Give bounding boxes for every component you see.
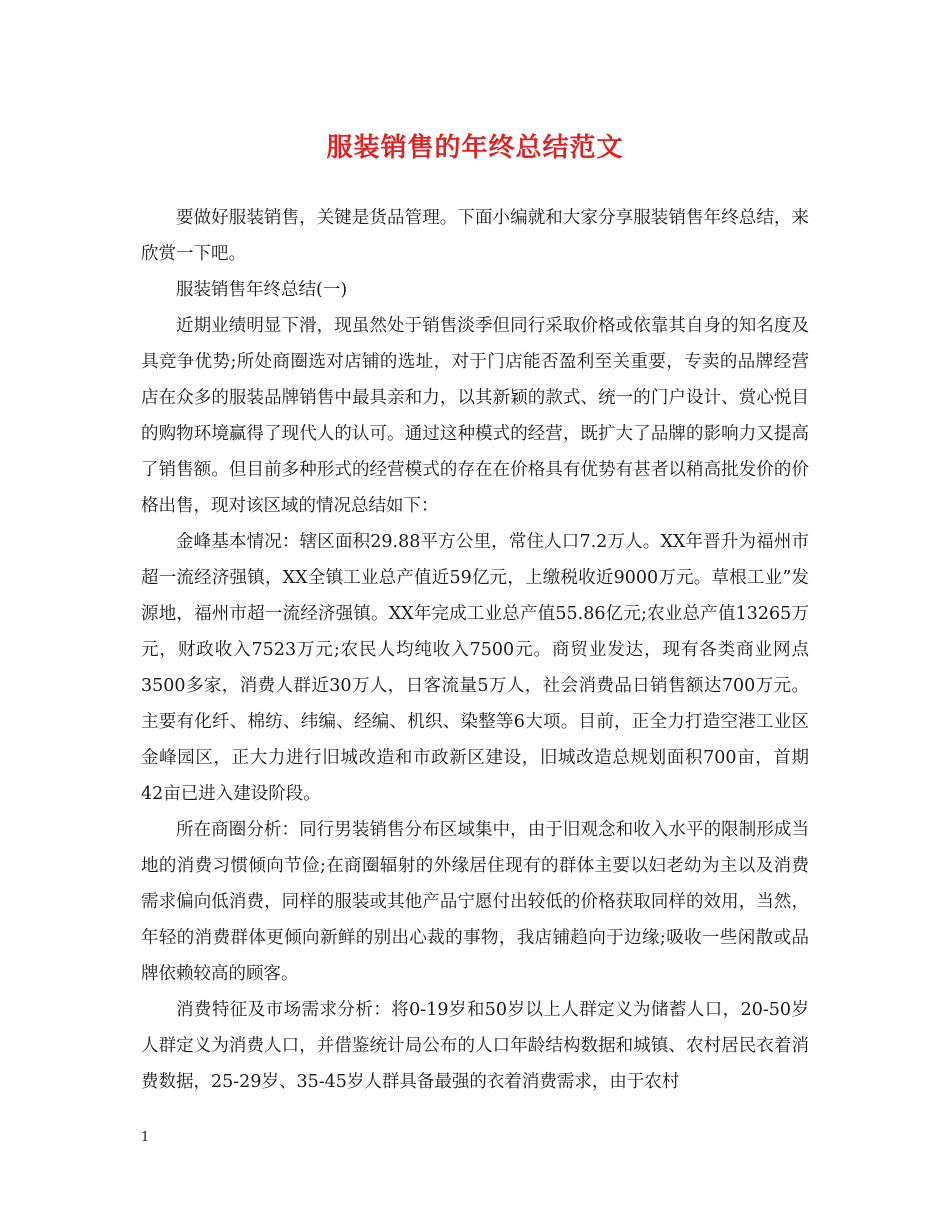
document-body bbox=[141, 200, 809, 1100]
body-paragraph: 所在商圈分析：同行男装销售分布区域集中，由于旧观念和收入水平的限制形成当地的消费习惯倾向节俭;在商圈辐射的外缘居住现有的群体主要以妇老幼为主以及消费需求偏向低消费，同样的服装或其他产品宁愿付出较低的价格获取同样的效用，当然，年轻的消费群体更倾向新鲜的别出心裁的事物，我店铺趋向于边缘;吸收一些闲散或品牌依赖较高的顾客。 bbox=[141, 820, 809, 984]
document-title: 服装销售的年终总结范文 bbox=[326, 133, 624, 163]
body-paragraph: 金峰基本情况：辖区面积29.88平方公里，常住人口7.2万人。XX年晋升为福州市超一流经济强镇，XX全镇工业总产值近59亿元，上缴税收近9000万元。草根工业”发源地，福州市超一流经济强镇。XX年完成工业总产值55.86亿元;农业总产值13265万元，财政收入7523万元;农民人均纯收入7500元。商贸业发达，现有各类商业网点3500多家，消费人群近30万人，日客流量5万人，社会消费品日销售额达700万元。主要有化纤、棉纺、纬编、经编、机织、染整等6大项。目前，正全力打造空港工业区金峰园区，正大力进行旧城改造和市政新区建设，旧城改造总规划面积700亩，首期42亩已进入建设阶段。 bbox=[141, 532, 809, 804]
body-paragraph: 近期业绩明显下滑，现虽然处于销售淡季但同行采取价格或依靠其自身的知名度及具竞争优势;所处商圈选对店铺的选址，对于门店能否盈利至关重要，专卖的品牌经营店在众多的服装品牌销售中最具亲和力，以其新颖的款式、统一的门户设计、赏心悦目的购物环境赢得了现代人的认可。通过这种模式的经营，既扩大了品牌的影响力又提高了销售额。但目前多种形式的经营模式的存在在价格具有优势有甚者以稍高批发价的价格出售，现对该区域的情况总结如下： bbox=[141, 316, 809, 516]
section-heading: 服装销售年终总结(一) bbox=[176, 280, 348, 300]
body-paragraph: 消费特征及市场需求分析：将0-19岁和50岁以上人群定义为储蓄人口，20-50岁人群定义为消费人口，并借鉴统计局公布的人口年龄结构数据和城镇、农村居民衣着消费数据，25-29岁、35-45岁人群具备最强的衣着消费需求，由于农村 bbox=[141, 1000, 809, 1092]
page-number: 1 bbox=[141, 1130, 150, 1145]
intro-paragraph: 要做好服装销售，关键是货品管理。下面小编就和大家分享服装销售年终总结，来欣赏一下吧。 bbox=[141, 208, 809, 264]
